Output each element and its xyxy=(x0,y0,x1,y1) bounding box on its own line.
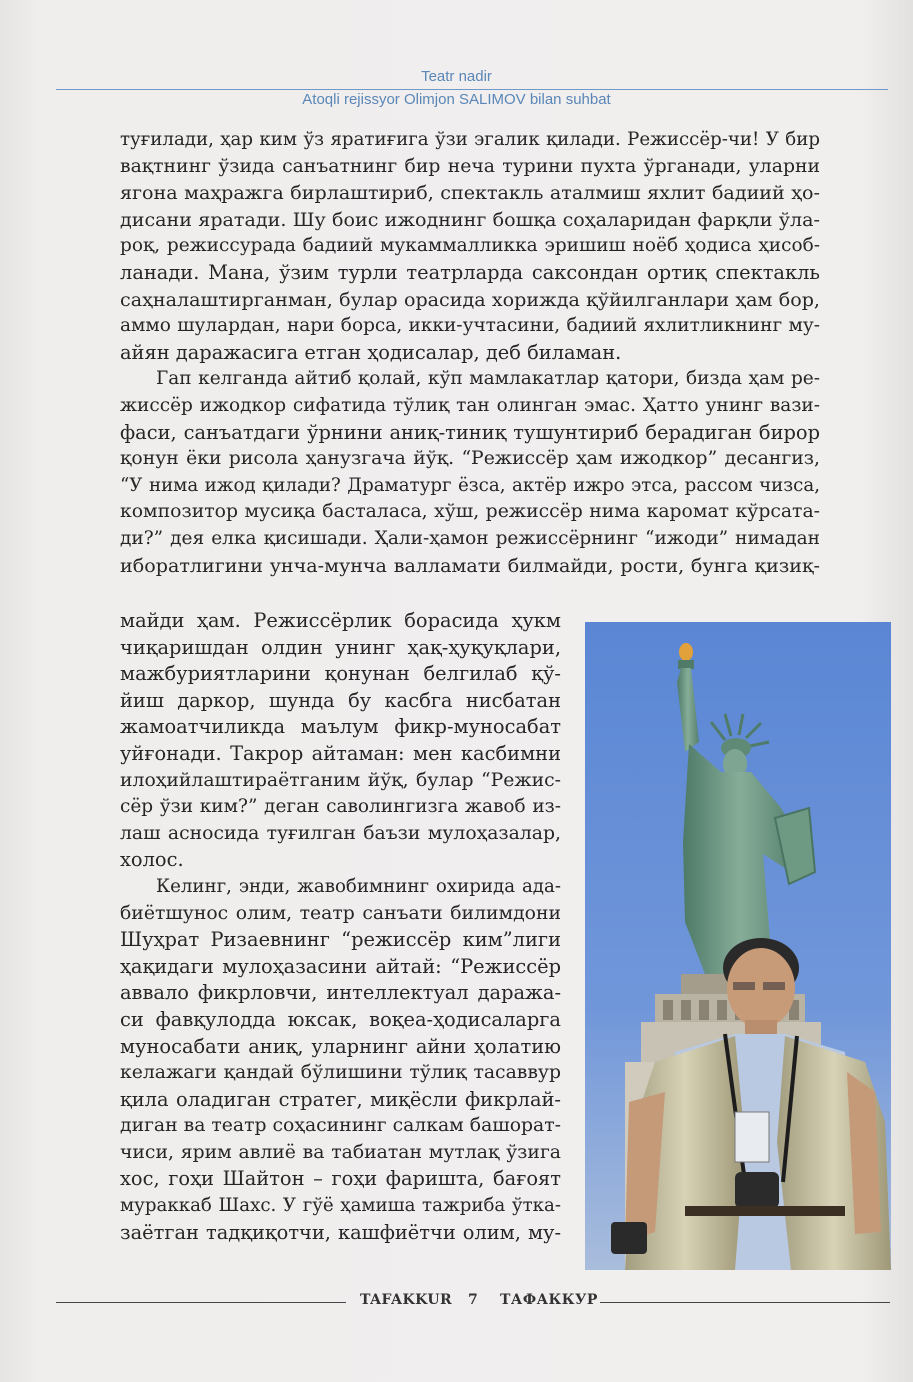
text-line: заётган тадқиқотчи, кашфиётчи олим, му- xyxy=(120,1220,561,1244)
text-line: чиси, ярим авлиё ва табиатан мутлақ ўзига xyxy=(120,1141,561,1163)
text-line: иборатлигини унча-мунча валламати билмайди, рости, бунга қизиқ- xyxy=(120,553,820,577)
text-line: Шуҳрат Ризаевнинг “режиссёр ким”лиги xyxy=(120,928,561,952)
text-line: диган ва театр соҳасининг салкам башорат- xyxy=(120,1115,561,1137)
text-line: композитор мусиқа басталаса, хўш, режиссёр нима каромат кўрсата- xyxy=(120,501,820,523)
text-line: муносабати аниқ, уларнинг айни ҳолатию xyxy=(120,1034,561,1058)
text-line: айян даражасига етган ҳодисалар, деб биламан. xyxy=(120,340,622,364)
text-line: холос. xyxy=(120,848,184,872)
page-number: 7 xyxy=(468,1292,479,1308)
text-line: қила оладиган стратег, миқёсли фикрлай- xyxy=(120,1087,561,1111)
text-line: мажбуриятларини қонунан белгилаб қў- xyxy=(120,662,561,686)
text-line: жиссёр ижодкор сифатида тўлиқ тан олинган эмас. Ҳатто унинг вази- xyxy=(120,394,820,416)
text-line: роқ, режиссурада бадиий мукаммалликка эришиш ноёб ҳодиса ҳисоб- xyxy=(120,235,820,257)
text-line: аммо шулардан, нари борса, икки-учтасини, бадиий яхлитликнинг му- xyxy=(120,315,820,337)
header-subtitle: Atoqli rejissyor Olimjon SALIMOV bilan suhbat xyxy=(302,91,611,108)
photo-illustration xyxy=(585,622,891,1270)
text-line: қонун ёки рисола ҳанузгача йўқ. “Режиссёр ҳам ижодкор” десангиз, xyxy=(120,448,820,470)
text-line: саҳналаштирганман, булар орасида хорижда қўйилганлари ҳам бор, xyxy=(120,287,820,311)
text-line: сёр ўзи ким?” деган саволингизга жавоб из- xyxy=(120,796,561,818)
text-line: уйғонади. Такрор айтаман: мен касбимни xyxy=(120,741,561,765)
text-line: келажаги қандай бўлишини тўлиқ тасаввур xyxy=(120,1062,561,1084)
text-line: аввало фикрловчи, интеллектуал даража- xyxy=(120,981,561,1005)
text-line: жамоатчиликда маълум фикр-муносабат xyxy=(120,715,561,739)
footer-brand-cyrillic: ТАФАККУР xyxy=(500,1292,598,1308)
text-line: биётшунос олим, театр санъати билимдони xyxy=(120,902,561,924)
footer-brand-latin: TAFAKKUR xyxy=(360,1292,453,1308)
body-text-full-width xyxy=(120,127,820,579)
text-line: чиқаришдан олдин унинг ҳақ-ҳуқуқлари, xyxy=(120,635,561,659)
text-line: ди?” дея елка қисишади. Ҳали-ҳамон режиссёрнинг “ижоди” нимадан xyxy=(120,527,820,549)
text-line: дисани яратади. Шу боис ижоднинг бошқа соҳаларидан фарқли ўла- xyxy=(120,207,820,231)
header-section-title: Teatr nadir xyxy=(421,68,492,85)
photo-statue-of-liberty-with-man xyxy=(585,622,891,1270)
text-line: йиш даркор, шунда бу касбга нисбатан xyxy=(120,688,561,712)
text-line: туғилади, ҳар ким ўз яратиғига ўзи эгалик қилади. Режиссёр-чи! У бир xyxy=(120,129,820,150)
text-line: Келинг, энди, жавобимнинг охирида ада- xyxy=(156,875,561,897)
text-line: си фавқулодда юксак, воқеа-ҳодисаларга xyxy=(120,1007,561,1031)
text-line: фаси, санъатдаги ўрнини аниқ-тиниқ тушунтириб берадиган бирор xyxy=(120,420,820,444)
text-line: ҳақидаги мулоҳазасини айтай: “Режиссёр xyxy=(120,954,561,978)
text-line: хос, гоҳи Шайтон – гоҳи фаришта, бағоят xyxy=(120,1167,561,1191)
text-line: ланади. Мана, ўзим турли театрларда саксондан ортиқ спектакль xyxy=(120,260,820,284)
footer-rule-right xyxy=(600,1302,890,1303)
text-line: Гап келганда айтиб қолай, кўп мамлакатлар қатори, бизда ҳам ре- xyxy=(156,368,820,390)
text-line: “У нима ижод қилади? Драматург ёзса, актёр ижро этса, рассом чизса, xyxy=(120,474,820,496)
text-line: мураккаб Шахс. У гўё ҳамиша тажриба ўтка- xyxy=(120,1195,561,1217)
text-line: майди ҳам. Режиссёрлик борасида ҳукм xyxy=(120,609,561,632)
text-line: вақтнинг ўзида санъатнинг бир неча турини пухта ўрганади, уларни xyxy=(120,155,820,177)
text-line: ягона маҳражга бирлаштириб, спектакль аталмиш яхлит бадиий ҳо- xyxy=(120,181,820,205)
header-rule xyxy=(56,89,888,90)
text-line: илоҳийлаштираётганим йўқ, булар “Режис- xyxy=(120,769,561,791)
footer-rule-left xyxy=(56,1302,346,1303)
text-line: лаш асносида туғилган баъзи мулоҳазалар, xyxy=(120,822,561,844)
body-text-narrow-column xyxy=(120,608,561,1246)
